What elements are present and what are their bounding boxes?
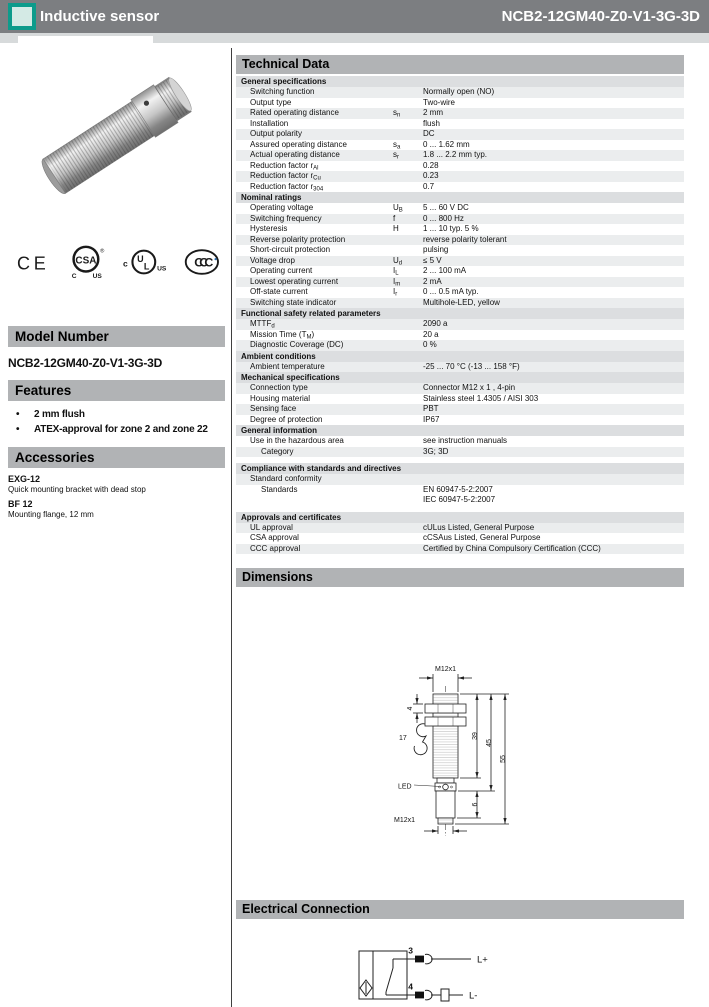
spec-value: 1 ... 10 typ. 5 % (423, 224, 479, 233)
spec-row (236, 447, 684, 458)
spec-value: IP67 (423, 414, 440, 424)
spec-value: 0 ... 800 Hz (423, 213, 464, 223)
spec-row (236, 203, 684, 214)
svg-text:39: 39 (472, 732, 479, 740)
spec-label: Reverse polarity protection (250, 234, 346, 244)
spec-label: Sensing face (250, 404, 297, 413)
svg-text:L-: L- (469, 990, 478, 1002)
svg-text:US: US (156, 265, 167, 273)
spec-label: Output polarity (250, 129, 303, 138)
spec-label: CSA approval (250, 533, 299, 542)
spec-symbol: $I_m$ (393, 276, 401, 287)
spec-label: Standards (261, 484, 298, 494)
spec-row (236, 340, 684, 351)
model-number-value: NCB2-12GM40-Z0-V1-3G-3D (8, 356, 163, 370)
spec-value: PBT (423, 404, 439, 413)
svg-text:55: 55 (500, 755, 507, 763)
spec-row (236, 140, 684, 151)
sensor-photo-drawing (8, 43, 218, 233)
spec-label: Switching state indicator (250, 297, 337, 307)
spec-label: Degree of protection (250, 414, 323, 424)
spec-value: Normally open (NO) (423, 87, 495, 96)
spec-value: 0 ... 1.62 mm (423, 139, 470, 149)
spec-row (236, 161, 684, 172)
features-list (8, 408, 225, 437)
svg-text:U: U (136, 254, 144, 264)
spec-symbol: H (393, 224, 399, 233)
spec-section-title: Mechanical specifications (236, 372, 684, 383)
spec-section (236, 351, 684, 373)
spec-value: cCSAus Listed, General Purpose (423, 533, 541, 542)
spec-section-title: Approvals and certificates (236, 512, 684, 523)
spec-row (236, 182, 684, 193)
spec-symbol: $U_d$ (393, 255, 403, 266)
svg-text:4: 4 (407, 706, 414, 711)
technical-data-table (236, 76, 684, 554)
spec-row (236, 108, 684, 119)
spec-row (236, 224, 684, 235)
spec-section (236, 463, 684, 506)
spec-value: Stainless steel 1.4305 / AISI 303 (423, 393, 539, 403)
svg-text:4: 4 (408, 981, 413, 992)
spec-label: Category (261, 446, 294, 456)
spec-symbol: f (393, 213, 396, 223)
svg-text:c: c (122, 258, 128, 269)
spec-value: 20 a (423, 329, 439, 339)
spec-label: Off-state current (250, 287, 308, 296)
accessory-description: Mounting flange, 12 mm (8, 510, 94, 519)
spec-row (236, 266, 684, 277)
spec-value: Two-wire (423, 97, 456, 107)
spec-section-title: General specifications (236, 76, 684, 87)
spec-section-title: Nominal ratings (236, 192, 684, 203)
spec-label: Use in the hazardous area (250, 436, 344, 445)
spec-symbol: $s_r$ (393, 150, 399, 161)
accessory-description: Quick mounting bracket with dead stop (8, 485, 146, 494)
product-type-title: Inductive sensor (40, 8, 160, 25)
spec-symbol: $U_B$ (393, 203, 403, 214)
spec-row (236, 533, 684, 544)
spec-section (236, 512, 684, 555)
spec-section-title: General information (236, 425, 684, 436)
certification-marks (8, 233, 225, 291)
svg-text:CSA: CSA (75, 255, 97, 267)
spec-section-title: Functional safety related parameters (236, 308, 684, 319)
spec-row (236, 129, 684, 140)
spec-value: EN 60947-5-2:2007 IEC 60947-5-2:2007 (423, 484, 496, 504)
spec-section (236, 425, 684, 457)
spec-row (236, 436, 684, 447)
spec-row (236, 330, 684, 341)
accessory-name: EXG-12 (8, 474, 41, 484)
spec-label: Reduction factor $r_{304}$ (250, 181, 324, 192)
spec-section-title: Compliance with standards and directives (236, 463, 684, 474)
spec-label: Installation (250, 118, 289, 128)
spec-row (236, 214, 684, 225)
spec-label: Assured operating distance (250, 139, 347, 149)
spec-row (236, 87, 684, 98)
spec-row (236, 319, 684, 330)
spec-value: 0 % (423, 340, 437, 349)
spec-value: 0 ... 0.5 mA typ. (423, 287, 479, 296)
svg-text:US: US (92, 273, 102, 281)
feature-item: • ATEX-approval for zone 2 and zone 22 (16, 424, 208, 435)
spec-label: Connection type (250, 383, 308, 392)
dimensions-section-header: Dimensions (236, 568, 684, 587)
svg-text:M12x1: M12x1 (434, 666, 457, 673)
spec-section (236, 76, 684, 192)
accessories-section-header: Accessories (8, 447, 225, 468)
bullet-icon: • (16, 409, 20, 420)
cul-us-mark-icon (122, 245, 168, 279)
spec-value: 2090 a (423, 319, 448, 328)
spec-row (236, 298, 684, 309)
spec-row (236, 150, 684, 161)
right-column (236, 55, 684, 1007)
spec-row (236, 119, 684, 130)
spec-value: 0.23 (423, 171, 439, 180)
svg-text:®: ® (100, 248, 105, 255)
svg-text:LED: LED (398, 783, 412, 791)
svg-text:17: 17 (399, 735, 407, 742)
spec-label: $MTTF_d$ (250, 319, 275, 330)
spec-section (236, 372, 684, 425)
spec-row (236, 544, 684, 555)
spec-value: 0.7 (423, 181, 435, 191)
header-substrip (0, 33, 709, 43)
spec-value: DC (423, 129, 435, 138)
spec-label: Reduction factor $r_{Al}$ (250, 160, 319, 171)
spec-row (236, 523, 684, 534)
spec-value: 2 mm (423, 108, 443, 117)
spec-row (236, 404, 684, 415)
spec-label: Operating current (250, 266, 313, 275)
spec-row (236, 383, 684, 394)
header-model-number: NCB2-12GM40-Z0-V1-3G-3D (501, 8, 700, 25)
spec-label: Mission Time $(T_M)$ (250, 329, 315, 340)
spec-row (236, 362, 684, 373)
spec-value: -25 ... 70 °C (-13 ... 158 °F) (423, 361, 520, 371)
spec-label: UL approval (250, 522, 293, 532)
svg-text:45: 45 (486, 739, 493, 747)
spec-label: Operating voltage (250, 203, 314, 212)
wiring-diagram (353, 943, 533, 1005)
spec-label: Switching function (250, 87, 315, 96)
spec-value: 3G; 3D (423, 446, 449, 456)
title-bar (0, 0, 709, 33)
photo-box-top (18, 36, 153, 43)
spec-value: Multihole-LED, yellow (423, 297, 500, 307)
csa-mark-icon (66, 242, 108, 282)
svg-text:L+: L+ (477, 954, 488, 966)
dimension-drawing (391, 660, 541, 840)
spec-value: 2 ... 100 mA (423, 266, 467, 275)
spec-label: Switching frequency (250, 213, 322, 223)
spec-row (236, 287, 684, 298)
product-photo (8, 43, 225, 233)
ce-mark-icon (16, 248, 52, 276)
spec-label: Rated operating distance (250, 108, 339, 117)
electrical-connection-section-header: Electrical Connection (236, 900, 684, 919)
spec-row (236, 245, 684, 256)
spec-value: 2 mA (423, 276, 442, 286)
accessories-list (8, 474, 225, 519)
svg-text:6: 6 (472, 802, 479, 807)
spec-value: Certified by China Compulsory Certification (CCC) (423, 543, 601, 553)
svg-text:C: C (71, 273, 77, 281)
spec-value: Connector M12 x 1 , 4-pin (423, 383, 516, 392)
svg-text:3: 3 (408, 945, 413, 956)
spec-label: Output type (250, 97, 292, 107)
accessory-name: BF 12 (8, 499, 33, 509)
spec-label: CCC approval (250, 543, 301, 553)
column-divider (231, 48, 232, 1007)
spec-value: reverse polarity tolerant (423, 234, 507, 244)
spec-row (236, 277, 684, 288)
svg-text:L: L (143, 261, 150, 272)
feature-item: • 2 mm flush (16, 409, 85, 420)
spec-symbol: $I_r$ (393, 287, 398, 298)
spec-row (236, 485, 684, 506)
spec-value: 1.8 ... 2.2 mm typ. (423, 150, 488, 159)
spec-row (236, 235, 684, 246)
spec-row (236, 256, 684, 267)
spec-row (236, 394, 684, 405)
brand-logo-icon (8, 3, 36, 30)
spec-value: flush (423, 118, 440, 128)
spec-symbol: $I_L$ (393, 266, 399, 277)
spec-value: cULus Listed, General Purpose (423, 522, 535, 532)
spec-label: Short-circuit protection (250, 245, 331, 254)
spec-value: see instruction manuals (423, 436, 508, 445)
spec-label: Hysteresis (250, 224, 288, 233)
features-section-header: Features (8, 380, 225, 401)
spec-label: Standard conformity (250, 474, 322, 483)
spec-value: 5 ... 60 V DC (423, 203, 469, 212)
spec-section (236, 308, 684, 351)
spec-label: Reduction factor $r_{Cu}$ (250, 171, 321, 182)
bullet-icon: • (16, 424, 20, 435)
spec-row (236, 171, 684, 182)
spec-symbol: $s_a$ (393, 139, 401, 150)
technical-data-section-header: Technical Data (236, 55, 684, 74)
spec-label: Ambient temperature (250, 361, 325, 371)
spec-label: Housing material (250, 393, 311, 403)
left-column (8, 43, 225, 519)
spec-label: Lowest operating current (250, 276, 339, 286)
spec-label: Actual operating distance (250, 150, 340, 159)
svg-text:CE: CE (16, 253, 50, 274)
spec-symbol: $s_n$ (393, 108, 401, 119)
spec-row (236, 415, 684, 426)
spec-section (236, 192, 684, 308)
spec-label: Voltage drop (250, 255, 295, 265)
spec-value: 0.28 (423, 160, 439, 170)
spec-label: Diagnostic Coverage (DC) (250, 340, 344, 349)
spec-row (236, 98, 684, 109)
spec-section-title: Ambient conditions (236, 351, 684, 362)
ccc-mark-icon (181, 246, 225, 278)
svg-text:M12x1: M12x1 (394, 817, 416, 824)
svg-text:CCC: CCC (194, 255, 210, 270)
spec-row (236, 474, 684, 485)
model-number-section-header: Model Number (8, 326, 225, 347)
spec-value: pulsing (423, 245, 449, 254)
spec-value: ≤ 5 V (423, 255, 442, 265)
